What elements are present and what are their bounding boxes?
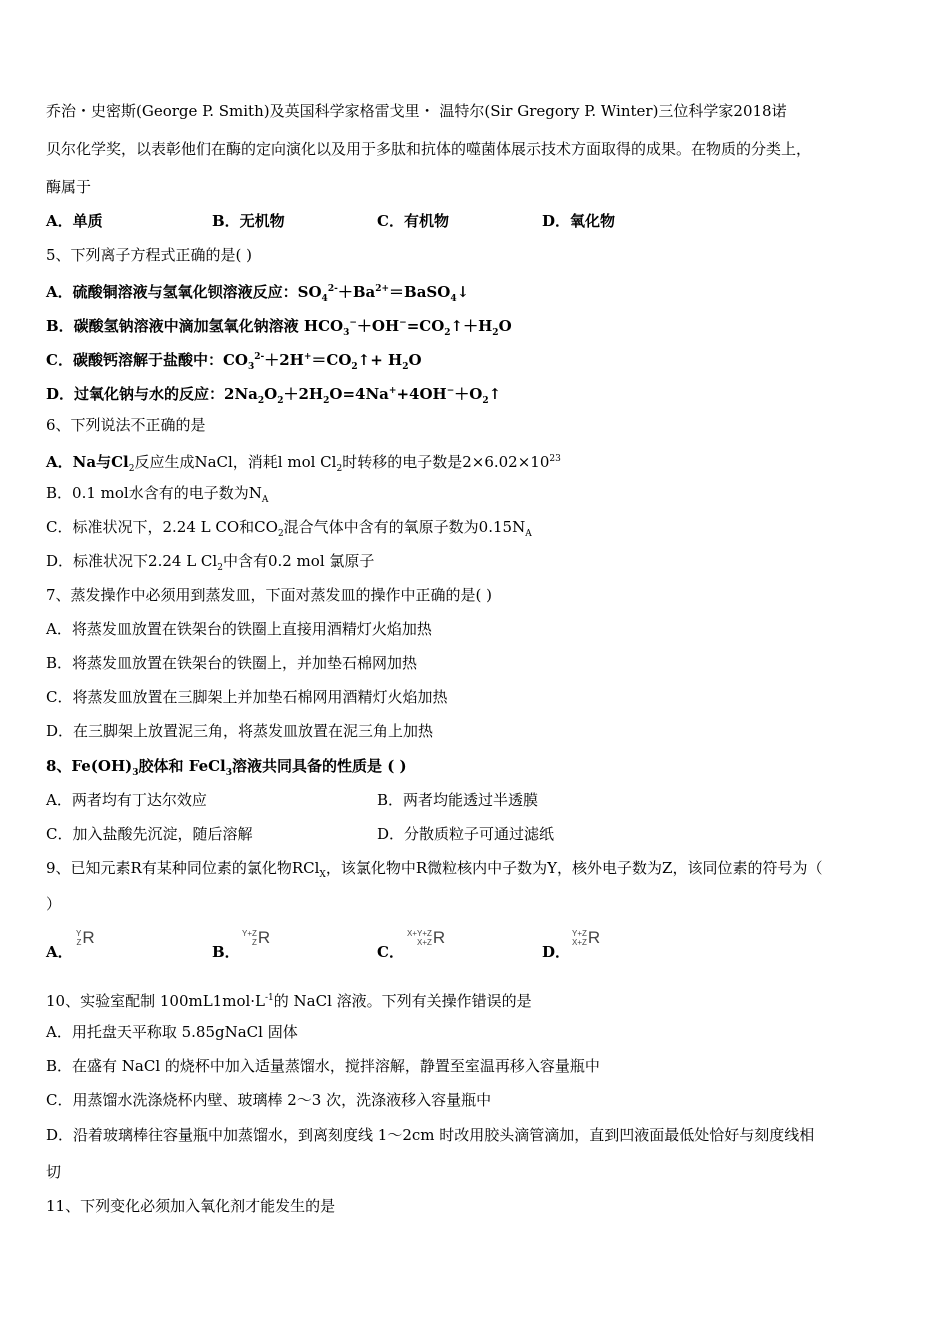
q9-option-b-label: B．: [212, 943, 240, 961]
q5-option-c: C．碳酸钙溶解于盐酸中：$CO_3^{2-}+2H^+=CO_2↑+ H_2O$: [46, 351, 422, 372]
q8-option-c: C．加入盐酸先沉淀，随后溶解: [46, 825, 253, 843]
q6-option-c: C．标准状况下，2.24 L CO和$CO_2$混合气体中含有的氧原子数为$0.15N_A$: [46, 518, 532, 539]
q6-option-b: B．0.1 mol水含有的电子数为$N_A$: [46, 484, 269, 505]
q7-option-d: D．在三脚架上放置泥三角，将蒸发皿放置在泥三角上加热: [46, 722, 434, 740]
q9-option-a-symbol: Y ZR: [76, 928, 95, 947]
q9-option-c-label: C．: [377, 943, 404, 961]
q4-line-1: 乔治・史密斯(George P. Smith)及英国科学家格雷戈里・ 温特尔(Sir Gregory P. Winter)三位科学家2018诺: [46, 102, 787, 120]
q6-option-a: A．Na与$Cl_2$反应生成NaCl，消耗l mol $Cl_2$时转移的电子数是$2\times 6.02\times 10^{23}$: [46, 453, 561, 474]
q5-stem: 5、下列离子方程式正确的是( ): [46, 246, 253, 264]
q4-option-d: D．氧化物: [542, 212, 616, 230]
q9-option-d-symbol: Y+Z X+ZR: [572, 928, 601, 947]
q10-stem: 10、实验室配制 $100mL1mol\cdot L^{-1}$的 NaCl 溶液。下列有关操作错误的是: [46, 992, 532, 1010]
q4-option-c: C．有机物: [377, 212, 449, 230]
q4-option-a: A．单质: [46, 212, 103, 230]
q7-option-c: C．将蒸发皿放置在三脚架上并加垫石棉网用酒精灯火焰加热: [46, 688, 448, 706]
q5-option-d: D．过氧化钠与水的反应：$2Na_2O_2+2H_2O=4Na^++4OH^-+O_2↑$: [46, 385, 502, 406]
q8-option-b: B．两者均能透过半透膜: [377, 791, 539, 809]
q7-option-a: A．将蒸发皿放置在铁架台的铁圈上直接用酒精灯火焰加热: [46, 620, 432, 638]
q4-line-2: 贝尔化学奖，以表彰他们在酶的定向演化以及用于多肽和抗体的噬菌体展示技术方面取得的成果。在物质的分类上，: [46, 140, 812, 158]
q8-stem: 8、$Fe(OH)_3$胶体和 FeCl$_3$溶液共同具备的性质是 ( ): [46, 757, 407, 778]
q9-option-b-symbol: Y+Z ZR: [242, 928, 271, 947]
q5-option-a: A．硫酸铜溶液与氢氧化钡溶液反应：$SO_4^{2-}+Ba^{2+}=BaSO_4↓$: [46, 283, 470, 304]
q6-stem: 6、下列说法不正确的是: [46, 416, 206, 434]
q10-option-d-line-1: D．沿着玻璃棒往容量瓶中加蒸馏水，到离刻度线 1～2cm 时改用胶头滴管滴加，直到凹液面最低处恰好与刻度线相: [46, 1126, 815, 1144]
q11-stem: 11、下列变化必须加入氧化剂才能发生的是: [46, 1197, 336, 1215]
q10-option-b: B．在盛有 NaCl 的烧杯中加入适量蒸馏水，搅拌溶解，静置至室温再移入容量瓶中: [46, 1057, 600, 1075]
q6-option-d: D．标准状况下2.24 L $Cl_2$中含有0.2 mol 氯原子: [46, 552, 375, 573]
q9-line-2: ）: [46, 895, 62, 913]
q9-option-d-label: D．: [542, 943, 571, 961]
q9-option-a-label: A．: [46, 943, 73, 961]
q4-option-b: B．无机物: [212, 212, 285, 230]
q9-line-1: 9、已知元素R有某种同位素的氯化物RCl$_X$，该氯化物中R微粒核内中子数为Y，核外电子数为Z，该同位素的符号为（: [46, 859, 823, 880]
q9-option-c-symbol: X+Y+Z X+ZR: [407, 928, 446, 947]
q5-option-b: B．碳酸氢钠溶液中滴加氢氧化钠溶液 $HCO_3^-+OH^-=CO_2↑+H_2O$: [46, 317, 512, 338]
q4-line-3: 酶属于: [46, 178, 92, 196]
q10-option-a: A．用托盘天平称取 5.85gNaCl 固体: [46, 1023, 298, 1041]
q10-option-d-line-2: 切: [46, 1163, 62, 1181]
q7-option-b: B．将蒸发皿放置在铁架台的铁圈上，并加垫石棉网加热: [46, 654, 418, 672]
q8-option-d: D．分散质粒子可通过滤纸: [377, 825, 555, 843]
q7-stem: 7、蒸发操作中必须用到蒸发皿，下面对蒸发皿的操作中正确的是( ): [46, 586, 493, 604]
q8-option-a: A．两者均有丁达尔效应: [46, 791, 207, 809]
q10-option-c: C．用蒸馏水洗涤烧杯内壁、玻璃棒 2～3 次，洗涤液移入容量瓶中: [46, 1091, 492, 1109]
